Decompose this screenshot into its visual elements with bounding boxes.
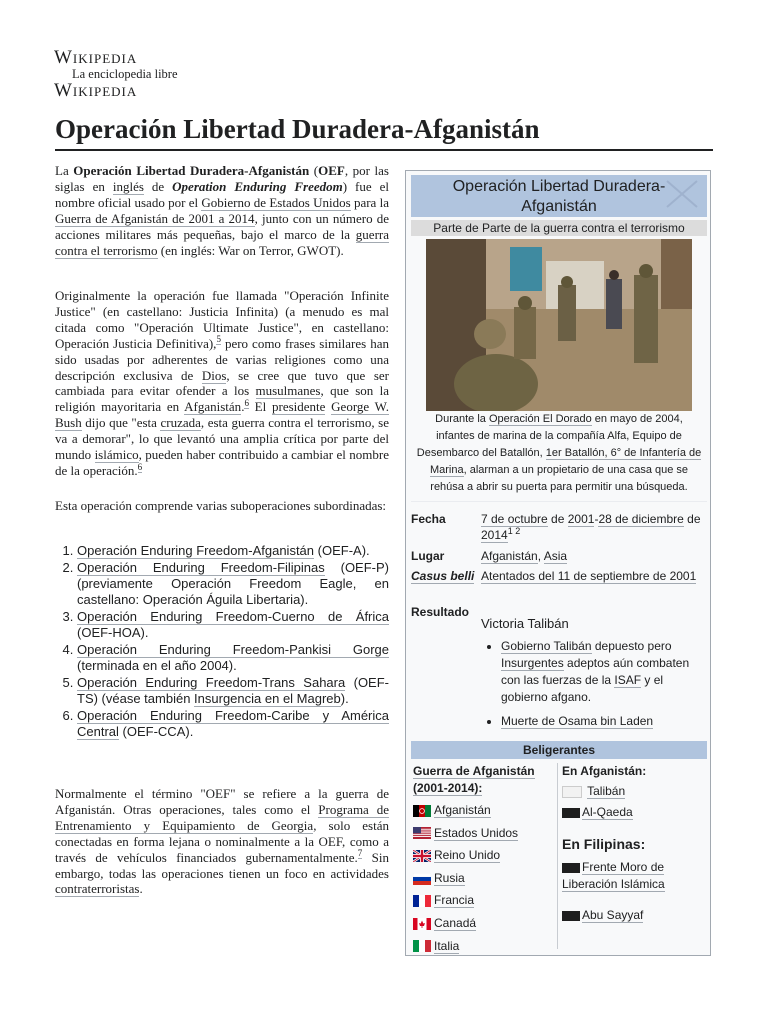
- link-2014[interactable]: 2014: [481, 528, 508, 542]
- fecha-value: 7 de octubre de 2001-28 de diciembre de $2014^{1 2}$: [481, 512, 701, 542]
- lugar-value: Afganistán, Asia: [481, 549, 568, 563]
- intro-paragraph: La Operación Libertad Duradera-Afganistán (OEF, por las siglas en inglés de Operation Enduring Freedom) fue el nombre oficial usado por el Gobierno de Estados Unidos para la Guerra de Afganistán de 2001 a 2014, junto con un número de acciones militares más pequeñas, bajo el marco de la guerra contra el terrorismo (en inglés: War on Terror, GWOT).: [55, 163, 390, 258]
- allies-column: [413, 763, 553, 957]
- ref-5[interactable]: 5: [216, 334, 221, 345]
- usa-flag-icon: [413, 827, 431, 839]
- fecha-row: [411, 511, 707, 545]
- link-presidente[interactable]: presidente: [271, 399, 326, 415]
- link-isaf[interactable]: ISAF: [614, 673, 642, 687]
- lugar-row: [411, 548, 707, 566]
- link-afganistan[interactable]: Afganistán: [184, 399, 242, 415]
- list-item: 2. Operación Enduring Freedom-Filipinas (OEF-P) (previamente Operación Freedom Eagle, en castellano: Operación Águila Libertaria).: [77, 560, 389, 608]
- link-atentados-11s[interactable]: Atentados del 11 de septiembre de 2001: [481, 569, 697, 583]
- logo-wordmark-top: Wikipedia: [54, 47, 138, 68]
- infobox-title: Operación Libertad Duradera-Afganistán: [411, 175, 707, 217]
- list-item: 6. Operación Enduring Freedom-Caribe y América Central (OEF-CCA).: [77, 708, 389, 740]
- link-gobierno-eeuu[interactable]: Gobierno de Estados Unidos: [201, 194, 351, 210]
- link-islamico[interactable]: islámico: [94, 447, 139, 463]
- link-oef-cuerno-africa[interactable]: Operación Enduring Freedom-Cuerno de África: [77, 609, 389, 624]
- black-flag-icon: [562, 863, 580, 873]
- victoria-text: Victoria Talibán: [481, 616, 569, 631]
- opponents-column: [562, 763, 707, 928]
- link-guerra-afganistan[interactable]: Guerra de Afganistán de 2001 a 2014: [55, 210, 255, 226]
- wikipedia-logo[interactable]: [54, 48, 186, 101]
- ref-6[interactable]: 6: [244, 398, 249, 409]
- fecha-label: Fecha: [411, 512, 446, 526]
- resultado-value: [481, 616, 709, 737]
- list-item: • Gobierno Talibán depuesto pero Insurgentes adeptos aún combaten con las fuerzas de la ISAF y el gobierno afgano.: [501, 638, 709, 706]
- link-1er-batallon[interactable]: 1er Batallón, 6° de Infantería de Marina: [429, 447, 702, 476]
- belligerent-francia: Francia: [413, 889, 553, 912]
- beligerantes-header: Beligerantes: [411, 741, 707, 759]
- casus-label: Casus belli: [411, 569, 475, 583]
- belligerent-usa: Estados Unidos: [413, 822, 553, 845]
- list-item: [501, 713, 709, 730]
- link-oef-caribe[interactable]: Operación Enduring Freedom-Caribe y América Central: [77, 708, 389, 739]
- belligerent-taliban: Talibán: [562, 783, 707, 800]
- resultado-row: [411, 604, 707, 739]
- infobox-subtitle: Parte de Parte de la guerra contra el terrorismo: [411, 220, 707, 236]
- opponents-filipinas-header: En Filipinas:: [562, 836, 646, 852]
- link-asia[interactable]: Asia: [543, 549, 568, 563]
- belligerent-afganistan: Afganistán: [413, 799, 553, 822]
- link-dios[interactable]: Dios: [201, 367, 227, 383]
- link-insurgentes[interactable]: Insurgentes: [501, 656, 564, 670]
- link-afganistan-lugar[interactable]: Afganistán: [481, 549, 538, 563]
- link-contraterroristas[interactable]: contraterroristas: [55, 881, 140, 897]
- list-item: 4. Operación Enduring Freedom-Pankisi Gorge (terminada en el año 2004).: [77, 642, 389, 674]
- suboperations-intro: Esta operación comprende varias suboperaciones subordinadas:: [55, 498, 387, 513]
- scope-paragraph: Normalmente el término "OEF" se refiere a la guerra de Afganistán. Otras operaciones, tales como el Programa de Entrenamiento y Equipamiento de Georgia, solo están conectadas en forma lejana o nominalmente a la OEF, como a través de vehículos financiados gubernamentalmente.$^7$ Sin embargo, todas las operaciones tienen un foco en actividades contraterroristas.: [55, 786, 389, 897]
- photo-caption: Durante la Operación El Dorado en mayo de 2004, infantes de marina de la compañía Alfa, Equipo de Desembarco del Batallón, 1er Batallón, 6° de Infantería de Marina, alarman a un propietario de una casa que se rehúsa a abrir su puerta para permitir una búsqueda.: [416, 413, 702, 493]
- link-oef-pankisi[interactable]: Operación Enduring Freedom-Pankisi Gorge: [77, 642, 389, 657]
- link-7-octubre[interactable]: 7 de octubre: [481, 512, 548, 526]
- history-paragraph: Originalmente la operación fue llamada "Operación Infinite Justice" (en castellano: Justicia Infinita) (a menudo es mal citada como "Operación Ultimate Justice", en castellano: Operación Justicia Definitiva),$^5$ pero como frases similares han sido usadas por adherentes de varias religiones como una descripción exclusiva de Dios, se cree que tuvo que ser cambiada para evitar ofender a los musulmanes, que son la religión mayoritaria en Afganistán.$^6$ El presidente George W. Bush dijo que "esta cruzada, esta guerra contra el terrorismo, se va a demorar", lo que levantó una amplia crítica por parte del mundo islámico, pueden haber contribuido a cambiar el nombre de la operación.$^6$: [55, 288, 390, 478]
- belligerent-abu-sayyaf: Abu Sayyaf: [562, 907, 707, 924]
- link-oef-afganistan[interactable]: Operación Enduring Freedom-Afganistán: [77, 543, 315, 558]
- link-insurgencia-magreb[interactable]: Insurgencia en el Magreb: [194, 691, 341, 706]
- russia-flag-icon: [413, 873, 431, 885]
- france-flag-icon: [413, 895, 431, 907]
- black-flag-icon: [562, 911, 580, 921]
- allies-header: Guerra de Afganistán (2001-2014):: [413, 764, 535, 795]
- afghanistan-flag-icon: [413, 805, 431, 817]
- fecha-refs[interactable]: 1 2: [507, 526, 521, 536]
- link-oef-filipinas[interactable]: Operación Enduring Freedom-Filipinas: [77, 560, 325, 575]
- italy-flag-icon: [413, 940, 431, 952]
- belligerent-italia: Italia: [413, 935, 553, 958]
- page-title: Operación Libertad Duradera-Afganistán: [55, 112, 713, 151]
- black-flag-icon: [562, 808, 580, 818]
- logo-tagline: La enciclopedia libre: [72, 67, 178, 81]
- link-2001[interactable]: 2001: [567, 512, 595, 526]
- logo-wordmark-bottom: Wikipedia: [54, 80, 138, 101]
- belligerent-uk: Reino Unido: [413, 844, 553, 867]
- casus-row: [411, 568, 707, 602]
- operation-photo[interactable]: [426, 239, 692, 411]
- list-item: 3. Operación Enduring Freedom-Cuerno de África (OEF-HOA).: [77, 609, 389, 641]
- taliban-flag-icon: [562, 786, 582, 798]
- belligerent-frente-moro: Frente Moro de Liberación Islámica: [562, 860, 665, 891]
- link-musulmanes[interactable]: musulmanes: [255, 383, 321, 399]
- link-muerte-bin-laden[interactable]: Muerte de Osama bin Laden: [501, 714, 654, 728]
- link-cruzada[interactable]: cruzada: [160, 415, 201, 431]
- link-ingles[interactable]: inglés: [112, 178, 144, 194]
- casus-value: [481, 568, 709, 584]
- ref-7[interactable]: 7: [357, 848, 363, 859]
- infobox: [405, 170, 711, 956]
- belligerent-canada: Canadá: [413, 912, 553, 935]
- link-gobierno-taliban[interactable]: Gobierno Talibán: [501, 639, 592, 653]
- link-george-bush[interactable]: George W. Bush: [55, 399, 390, 431]
- link-programa-georgia[interactable]: Programa de Entrenamiento y Equipamiento de Georgia: [55, 801, 389, 833]
- lugar-label: Lugar: [411, 549, 445, 563]
- link-operacion-el-dorado[interactable]: Operación El Dorado: [488, 413, 592, 425]
- link-28-diciembre[interactable]: 28 de diciembre: [598, 512, 684, 526]
- link-oef-trans-sahara[interactable]: Operación Enduring Freedom-Trans Sahara: [77, 675, 346, 690]
- resultado-label: Resultado: [411, 605, 470, 619]
- suboperations-list: [55, 543, 389, 741]
- belligerent-rusia: Rusia: [413, 867, 553, 890]
- list-item: 1. Operación Enduring Freedom-Afganistán (OEF-A).: [77, 543, 389, 559]
- opponents-afganistan-header: En Afganistán:: [562, 764, 647, 778]
- crossed-swords-icon: [665, 179, 699, 209]
- uk-flag-icon: [413, 850, 431, 862]
- list-item: 5. Operación Enduring Freedom-Trans Sahara (OEF-TS) (véase también Insurgencia en el Magreb).: [77, 675, 389, 707]
- canada-flag-icon: [413, 918, 431, 930]
- ref-6b[interactable]: 6: [137, 461, 143, 472]
- link-guerra-terrorismo[interactable]: guerra contra el terrorismo: [55, 226, 389, 258]
- belligerent-al-qaeda: Al-Qaeda: [562, 804, 707, 821]
